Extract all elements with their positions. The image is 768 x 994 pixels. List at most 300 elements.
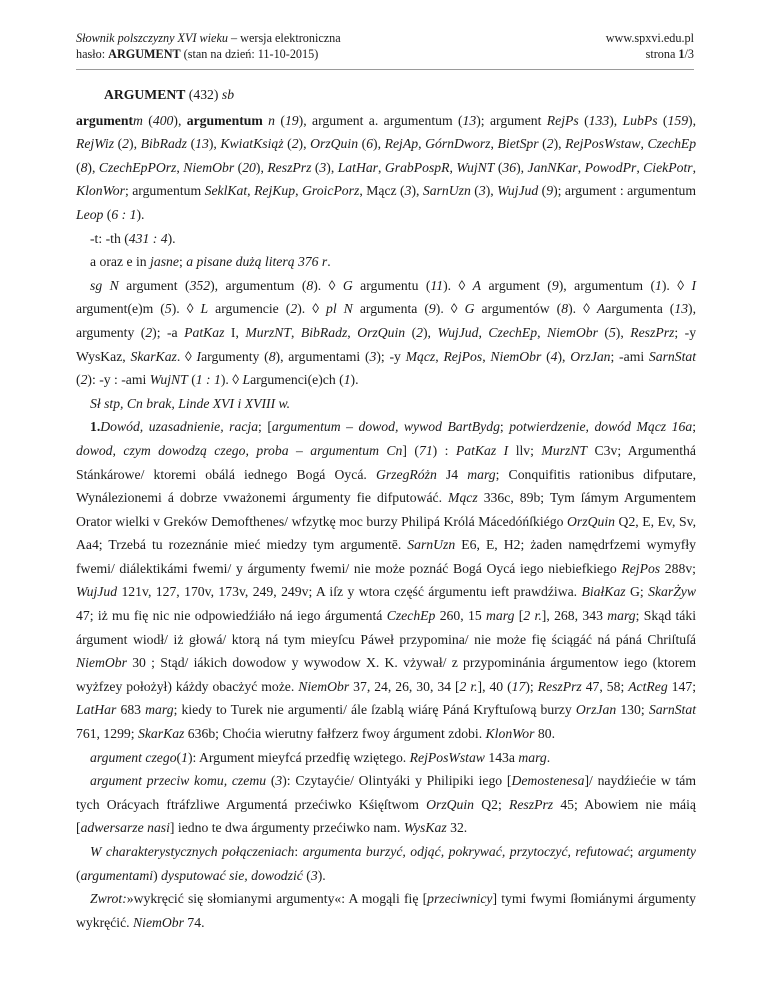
text-run: Sł stp, Cn brak, Linde XVI i XVIII w. — [90, 395, 291, 411]
header-divider — [76, 69, 694, 70]
text-run: ), — [373, 136, 385, 152]
text-run: argumentów ( — [474, 301, 562, 317]
text-run: , — [435, 348, 444, 364]
text-run: ); -a — [152, 324, 185, 340]
text-run: PatKaz — [184, 324, 225, 340]
text-run: , — [478, 324, 489, 340]
text-run: , — [295, 183, 303, 199]
text-run: ReszPrz — [537, 678, 582, 694]
text-run: argumenci(e)ch ( — [250, 372, 344, 388]
text-run: KlonWor — [76, 183, 125, 199]
text-run: J4 — [436, 466, 468, 482]
text-run: OrzQuin — [357, 324, 406, 340]
text-run: NiemObr — [76, 655, 127, 671]
text-run: ). ◊ — [661, 277, 692, 293]
text-run: »wykręcić się słomianymi argumenty«: A mogąli fię [ — [126, 891, 428, 907]
text-run: argumencie ( — [208, 301, 291, 317]
text-run: , — [347, 324, 358, 340]
text-run: 2 — [80, 372, 88, 388]
text-run: BiałKaz — [581, 584, 626, 600]
text-run: ). ◊ — [171, 301, 201, 317]
text-run: 352 — [189, 277, 211, 293]
text-run: CzechEpPOrz — [98, 159, 177, 175]
text-run: ReszPrz — [509, 796, 554, 812]
text-run: ; -y WysKaz, — [76, 324, 697, 364]
text-run: G — [342, 277, 353, 293]
text-run: 45; Abowiem nie máią [ — [76, 796, 696, 836]
text-run: MurzNT — [245, 324, 291, 340]
idiom-paragraph — [76, 887, 696, 934]
text-run: 8 — [268, 348, 276, 364]
text-run: , — [290, 324, 301, 340]
text-run: ( — [494, 159, 503, 175]
text-run: argumentum – dowod, wywod BartBydg — [271, 419, 500, 435]
text-run: W charakterystycznych połączeniach — [90, 844, 295, 859]
text-run: 2 — [122, 136, 130, 152]
text-run: ; Conquifitis rationibus difputare, Wynálezionemi á dobrze vważonemi árgumenty fie difputowáć. — [76, 466, 696, 506]
text-run: ( — [186, 136, 196, 152]
text-run: m — [133, 112, 143, 128]
text-run: G — [464, 301, 475, 317]
text-run: 6 : 1 — [111, 206, 137, 222]
page-indicator — [606, 46, 694, 62]
text-run: MurzNT — [541, 442, 588, 458]
text-run: SkarKaz — [130, 348, 177, 364]
text-run: SarnStat — [648, 348, 697, 364]
text-run: ( — [538, 183, 547, 199]
text-run: pl N — [325, 301, 353, 317]
text-run: [ — [514, 608, 524, 624]
entry-pos: sb — [221, 87, 235, 102]
text-run: , — [640, 136, 648, 152]
text-run: NiemObr — [546, 324, 598, 340]
text-run: I, — [224, 324, 246, 340]
text-run: ). — [317, 867, 326, 883]
text-run: 400 — [152, 112, 174, 128]
text-run: 17 — [511, 678, 526, 694]
text-run: GroicPorz — [302, 183, 360, 199]
text-run: n — [262, 112, 276, 128]
text-run: Leop — [76, 206, 104, 222]
text-run: 288v; — [660, 560, 696, 576]
text-run: ( — [405, 324, 417, 340]
entry-body — [76, 83, 696, 934]
text-run: ; Skąd táki árgument wiodł/ iż głowá/ ktorą ná tym mieyſcu Páweł przypomina/ nie może fię ściągáć ná páná Chriſtuſá — [76, 608, 697, 647]
text-run: 121v, 127, 170v, 173v, 249, 249v; A iſz y wtora część árgumentu ieft prawdźiwa. — [117, 584, 582, 600]
entry-headline — [76, 83, 696, 109]
text-run: E6, E, H2; żaden namędrfzemi wymyfły fwemi/ diálektikámi fwemi/ y árgumenty fwemi/ nie może poznáć Bogá Oycá iego niebiefkiego — [76, 537, 696, 576]
text-run: RejPos — [621, 560, 661, 576]
text-run: 4 — [550, 348, 558, 364]
text-run: ). ◊ — [220, 372, 243, 388]
text-run: ) : — [432, 442, 456, 458]
text-run: ), — [87, 159, 99, 175]
text-run: ( — [597, 324, 609, 340]
text-run: KlonWor — [485, 726, 535, 742]
text-run: ), — [298, 136, 311, 152]
text-run: 9 — [428, 301, 436, 317]
text-run: marg — [518, 749, 547, 765]
text-run: Dowód, uzasadnienie, racja — [100, 419, 259, 435]
text-run: ( — [283, 136, 292, 152]
text-run: WujJud — [437, 324, 479, 340]
text-run: OrzQuin — [567, 513, 615, 529]
text-run: ), — [326, 159, 338, 175]
text-run: GrzegRóżn — [375, 466, 437, 482]
text-run: SkarKaz — [137, 726, 185, 742]
text-run: ) — [153, 867, 162, 883]
text-run: RejPs — [546, 112, 579, 128]
text-run: 74. — [183, 914, 205, 930]
text-run: WujNT — [149, 372, 188, 388]
text-run: ), — [422, 324, 438, 340]
text-run: 19 — [284, 112, 299, 128]
dictionary-title-line — [76, 30, 341, 46]
text-run: WujJud — [497, 183, 539, 199]
header-right — [606, 30, 694, 62]
text-run: 2 — [291, 136, 299, 152]
text-run: ; — [692, 419, 696, 435]
text-run: A — [596, 301, 606, 317]
text-run: LatHar — [337, 159, 379, 175]
text-run: JanNKar — [527, 159, 578, 175]
text-run: ), — [411, 183, 423, 199]
text-run: llv; — [508, 442, 542, 458]
text-run: 143a — [484, 749, 519, 765]
text-run: Q2, E, Ev, Sv, Aa4; Trzebá tu rozeznánie mieć miedzy tym argumentē. — [76, 513, 696, 553]
text-run: 3 — [369, 348, 377, 364]
text-run: argumentami — [80, 867, 154, 883]
endings-paragraph — [76, 227, 696, 251]
text-run: 13 — [195, 136, 209, 152]
text-run: 3 — [275, 773, 283, 789]
text-run: NiemObr — [490, 348, 542, 364]
text-run: argumenta ( — [352, 301, 429, 317]
entry-frequency: (432) — [185, 87, 222, 102]
text-run: RejWiz — [76, 136, 115, 152]
text-run: 761, 1299; — [76, 726, 138, 742]
text-run: 260, 15 — [435, 608, 487, 624]
text-run: ), — [173, 112, 187, 128]
text-run: . ◊ — [176, 348, 197, 364]
text-run: 2 — [145, 324, 153, 340]
text-run: ( — [76, 159, 81, 175]
text-run: ), — [688, 112, 697, 128]
text-run: ( — [176, 749, 182, 765]
entry-label: hasło: — [76, 47, 109, 61]
text-run: ( — [103, 206, 112, 222]
text-run: przeciwnicy — [427, 891, 493, 907]
text-run: ; — [629, 844, 638, 859]
text-run: BietSpr — [497, 136, 539, 152]
text-run: 1 — [181, 749, 188, 765]
text-run: OrzQuin — [426, 796, 475, 812]
text-run: a oraz e in — [90, 254, 151, 270]
text-run: . — [327, 254, 331, 270]
text-run: ), — [208, 136, 221, 152]
text-run: 159 — [667, 112, 689, 128]
text-run: ( — [234, 159, 243, 175]
text-run: 2 r. — [523, 608, 542, 624]
text-run: , — [636, 159, 644, 175]
text-run: Q2; — [474, 796, 509, 812]
text-run: 130; — [616, 702, 649, 718]
text-run: A — [472, 277, 482, 293]
text-run: 3 — [404, 183, 412, 199]
text-run: ). ◊ — [297, 301, 326, 317]
text-run: argument przeciw komu, czemu — [90, 773, 267, 789]
text-run: ( — [266, 773, 276, 789]
text-run: ( — [538, 136, 547, 152]
text-run: 32. — [446, 820, 468, 836]
text-run: ), — [516, 159, 528, 175]
edition-note: – wersja elektroniczna — [227, 31, 341, 45]
text-run: argumentu ( — [352, 277, 431, 293]
text-run: RejAp — [384, 136, 419, 152]
text-run: WujJud — [76, 584, 118, 600]
text-run: ( — [358, 136, 367, 152]
collocations-paragraph — [76, 840, 696, 887]
text-run: , — [692, 159, 697, 175]
text-run: ; -ami — [610, 348, 649, 364]
text-run: 336c, 89b; Tym ſámym Argumentem Orator wielki v Greków Demofthenes/ wfzytkę moc burzy Philipá Królá Mácedóńſkiégo — [76, 490, 697, 529]
text-run: ). — [136, 206, 145, 222]
text-run: ), argumentami ( — [275, 348, 370, 364]
text-run: a pisane dużą literą 376 r — [186, 254, 328, 270]
text-run: 5 — [164, 301, 172, 317]
text-run: ), — [129, 136, 141, 152]
text-run: 11 — [430, 277, 444, 293]
text-run: ); — [525, 678, 538, 694]
text-run: sg N — [90, 277, 119, 293]
text-run: , Mącz ( — [359, 183, 405, 199]
text-run: ), argumenty ( — [76, 301, 697, 340]
entry-status-line — [76, 46, 341, 62]
text-run: BibRadz — [300, 324, 348, 340]
text-run: . — [546, 749, 551, 765]
text-run: SarnUzn — [422, 183, 471, 199]
text-run: RejPos — [443, 348, 483, 364]
text-run: argumenta burzyć, odjąć, pokrywać, przytoczyć, refutować — [302, 844, 630, 859]
entry-date: (stan na dzień: 11-10-2015) — [180, 47, 319, 61]
text-run: ReszPrz — [630, 324, 675, 340]
text-run: ), — [485, 183, 498, 199]
text-run: dysputować sie, dowodzić — [161, 867, 303, 883]
text-run: argument ( — [118, 277, 190, 293]
text-run: argument — [76, 112, 134, 128]
text-run: NiemObr — [183, 159, 235, 175]
inflection-paragraph — [76, 274, 696, 392]
text-run: ). — [350, 372, 359, 388]
text-run: , — [449, 159, 457, 175]
text-run: 1 — [655, 277, 662, 293]
text-run: argumenta ( — [605, 301, 675, 317]
text-run: -t: -th ( — [90, 230, 129, 246]
text-run: ( — [657, 112, 668, 128]
text-run: 9 — [546, 183, 554, 199]
text-run: PatKaz I — [455, 442, 509, 458]
page-label: strona — [645, 47, 679, 61]
text-run: Mącz — [405, 348, 436, 364]
text-run: ), — [557, 348, 571, 364]
text-run: ); -y — [376, 348, 406, 364]
text-run: LubPs — [622, 112, 658, 128]
text-run: ; [ — [258, 419, 272, 435]
text-run: OrzJan — [575, 702, 617, 718]
text-run: ), — [255, 159, 268, 175]
text-run: jasne — [150, 254, 179, 270]
text-run: : — [294, 844, 303, 859]
text-run: I — [196, 348, 202, 364]
text-run: NiemObr — [298, 678, 350, 694]
text-run: ). ◊ — [443, 277, 473, 293]
sense-1-paragraph — [76, 415, 696, 745]
text-run: ( — [76, 867, 81, 883]
text-run: ( — [76, 372, 81, 388]
text-run: 8 — [306, 277, 314, 293]
text-run: argument(e)m ( — [76, 301, 165, 317]
text-run: 47; iż mu fię nic nie odpowiedźiáło ná iego árgumentá — [76, 608, 387, 624]
forms-paragraph — [76, 109, 696, 227]
text-run: 636b; Choćia wierutny fałfzerz fwoy árgument zdobi. — [184, 726, 486, 742]
text-run: 80. — [534, 726, 556, 742]
site-url[interactable]: www.spxvi.edu.pl — [605, 31, 694, 45]
header-headword: ARGUMENT — [108, 47, 181, 61]
text-run: CiekPotr — [643, 159, 693, 175]
vowel-note-paragraph — [76, 250, 696, 274]
text-run: 3 — [478, 183, 486, 199]
text-run: 3 — [319, 159, 327, 175]
text-run: , — [482, 348, 491, 364]
text-run: ( — [114, 136, 123, 152]
text-run: ( — [187, 372, 196, 388]
text-run: , — [490, 136, 498, 152]
text-run: 1 : 1 — [195, 372, 221, 388]
text-run: ; — [499, 419, 510, 435]
text-run: 20 — [242, 159, 256, 175]
text-run: ] ( — [402, 442, 419, 458]
text-run: OrzJan — [570, 348, 611, 364]
text-run: RejPosWstaw — [565, 136, 641, 152]
text-run: 9 — [551, 277, 559, 293]
text-run: ); argument : argumentum — [553, 183, 697, 199]
text-run: ( — [275, 112, 285, 128]
text-run: ; kiedy to Turek nie argumenti/ ále ſzablą wiárę Páná Kryftuſową burzy — [173, 702, 576, 718]
text-run: ], 268, 343 — [541, 608, 608, 624]
text-run: OrzQuin — [310, 136, 359, 152]
text-run: RejKup — [254, 183, 296, 199]
text-run: ), argumentum ( — [558, 277, 656, 293]
text-run: 2 — [546, 136, 554, 152]
text-run: 37, 24, 26, 30, 34 [ — [349, 678, 460, 694]
text-run: GórnDworz — [425, 136, 491, 152]
text-run: LatHar — [76, 702, 117, 718]
text-run: marg — [607, 608, 636, 624]
text-run: ), — [609, 112, 623, 128]
text-run: ), argument a. argumentum ( — [298, 112, 463, 128]
text-run: 2 — [416, 324, 423, 340]
text-run: Zwrot: — [90, 891, 127, 907]
text-run: ); argument — [476, 112, 547, 128]
text-run: SkarŻyw — [648, 584, 697, 600]
text-run: argumentum — [186, 112, 263, 128]
text-run: 47, 58; — [581, 678, 629, 694]
text-run: dowod, czym dowodzą czego, proba – argumentum Cn — [76, 442, 403, 458]
text-run: ): -y : -ami — [87, 372, 150, 388]
text-run: Mącz — [448, 490, 478, 506]
text-run: ], 40 ( — [477, 678, 512, 694]
text-run: 3 — [310, 867, 318, 883]
text-run: ]/ naydźiećie w tám tych Orácyach ftráfzliwe Argumentá przećiwko Kśięſtwom — [76, 773, 696, 812]
text-run: ), — [615, 324, 631, 340]
text-run: L — [242, 372, 251, 388]
text-run: ). ◊ — [568, 301, 597, 317]
text-run: , — [247, 183, 255, 199]
text-run: 71 — [418, 442, 433, 458]
text-run: GrabPospR — [384, 159, 450, 175]
text-run: WysKaz — [403, 820, 447, 836]
text-run: 36 — [502, 159, 517, 175]
text-run: ] tymi fwymi ſłomiánymi árgumenty wykręćić. — [76, 891, 696, 930]
text-run: ( — [302, 867, 311, 883]
text-run: argument czego — [90, 749, 177, 765]
text-run: BibRadz — [140, 136, 187, 152]
text-run: 2 — [290, 301, 298, 317]
text-run: adwersarze nasi — [80, 820, 170, 836]
text-run: 133 — [588, 112, 610, 128]
text-run: 431 : 4 — [128, 230, 168, 246]
text-run: 6 — [366, 136, 374, 152]
text-run: 1 — [343, 372, 351, 388]
text-run: NiemObr — [133, 914, 184, 930]
dictionary-title: Słownik polszczyzny XVI wieku — [76, 31, 228, 45]
text-run: ( — [541, 348, 551, 364]
text-run: argumenty — [637, 844, 696, 859]
text-run: L — [200, 301, 209, 317]
text-run: SarnStat — [648, 702, 696, 718]
text-run: CzechEp — [488, 324, 538, 340]
text-run: ). ◊ — [435, 301, 465, 317]
text-run: , — [176, 159, 184, 175]
text-run: potwierdzenie, dowód Mącz 16a — [509, 419, 693, 435]
text-run: C3v; Argumenthá Stánkárowe/ ktoremi obálá iednego Bogá Oycá. — [76, 442, 696, 482]
text-run: 147; — [667, 678, 696, 694]
text-run: ReszPrz — [267, 159, 312, 175]
argument-przeciw-paragraph — [76, 769, 696, 840]
text-run: , — [378, 159, 385, 175]
text-run: SarnUzn — [407, 537, 456, 553]
text-run: ). — [167, 230, 176, 246]
text-run: PowodPr — [584, 159, 637, 175]
text-run: CzechEp — [647, 136, 697, 152]
text-run: WujNT — [456, 159, 495, 175]
text-run: marg — [467, 466, 496, 482]
text-run: G; — [625, 584, 649, 600]
text-run: ), — [553, 136, 566, 152]
text-run: ): Czytayćie/ Olintyáki y Philipiki iego [ — [282, 773, 512, 789]
entry-headword: ARGUMENT — [104, 87, 186, 102]
text-run: 8 — [80, 159, 88, 175]
page-total: /3 — [684, 47, 694, 61]
text-run: , — [537, 324, 547, 340]
text-run: ( — [142, 112, 153, 128]
text-run: KwiatKsiąż — [220, 136, 284, 152]
text-run: marg — [486, 608, 515, 624]
text-run: , — [418, 136, 426, 152]
text-run: ( — [311, 159, 320, 175]
text-run: RejPosWstaw — [409, 749, 485, 765]
text-run: argument ( — [481, 277, 552, 293]
